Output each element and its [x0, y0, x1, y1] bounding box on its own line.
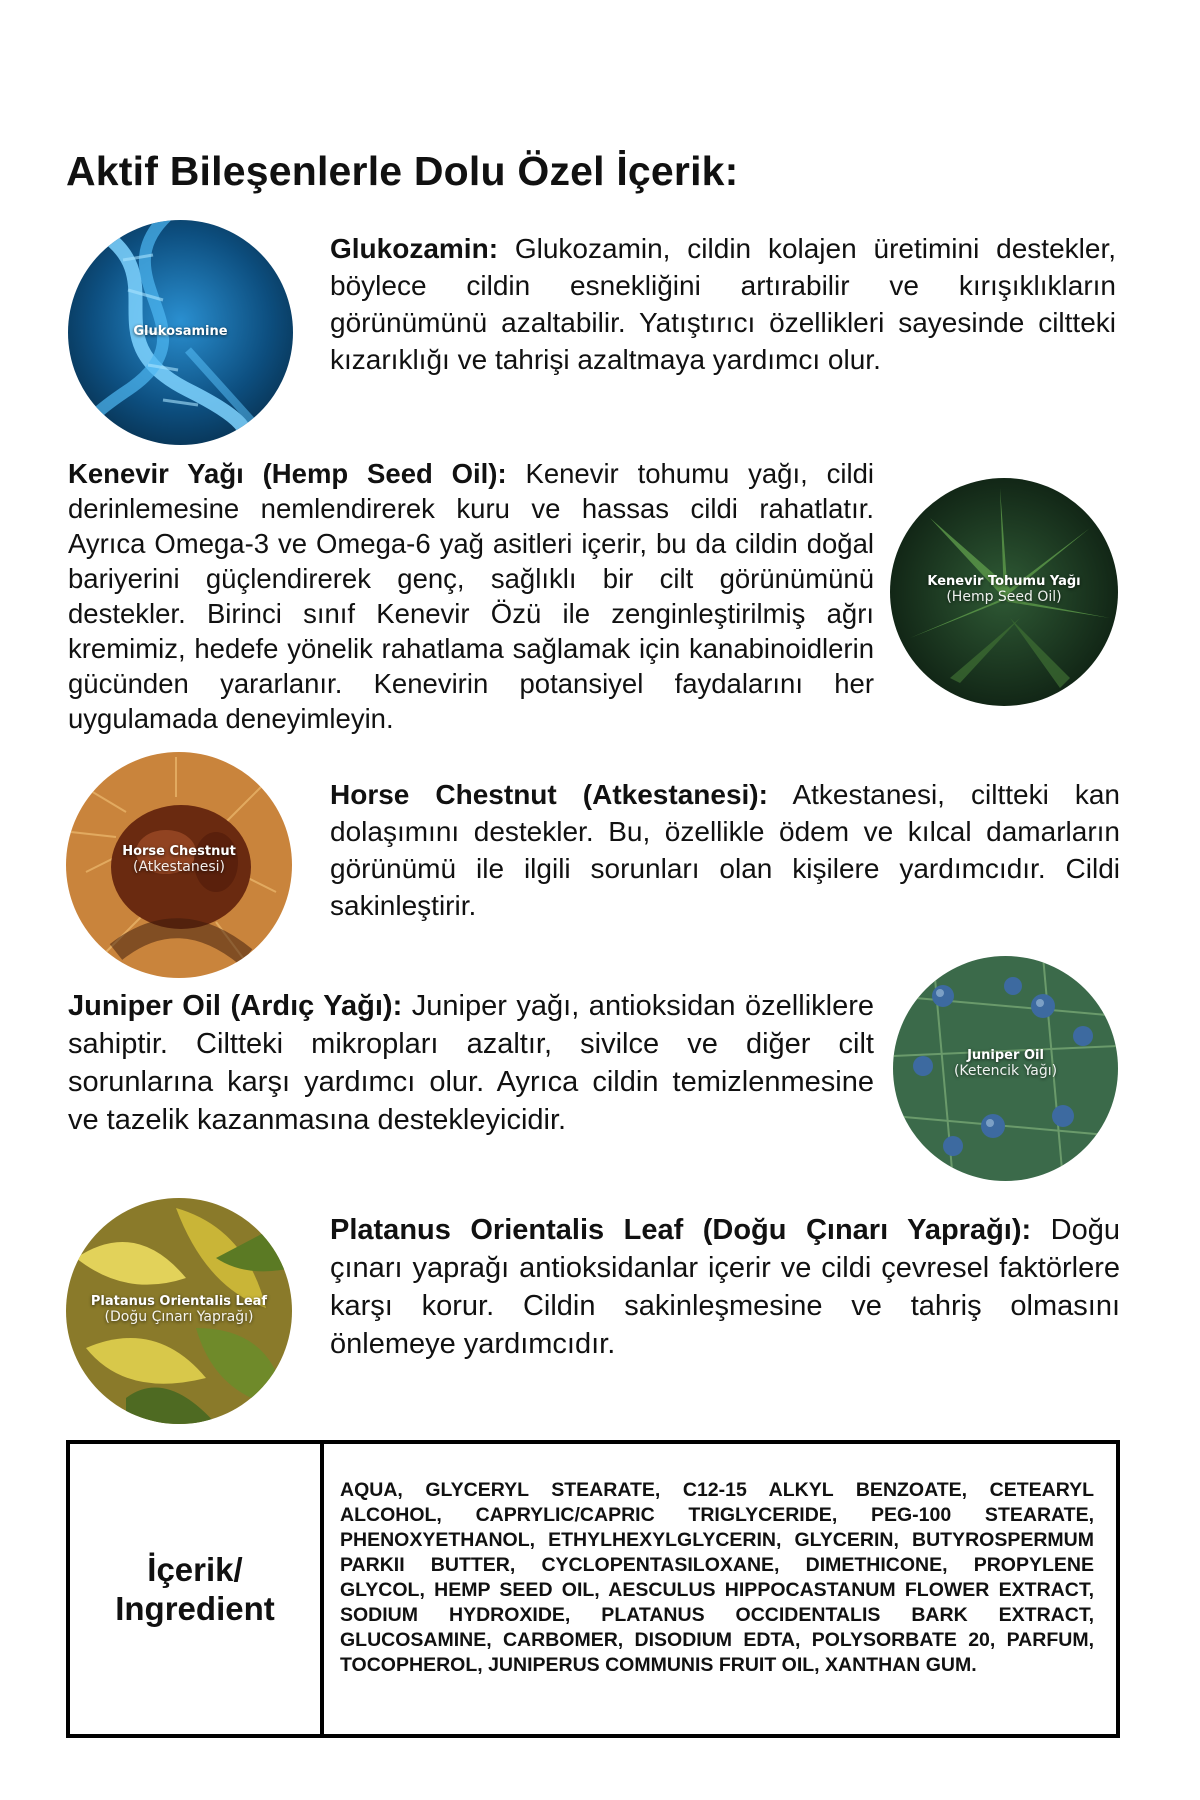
- chestnut-text: Atkestanesi, ciltteki kan dolaşımını destekler. Bu, özellikle ödem ve kılcal damarların görünümü ile ilgili sorunları olan kişilere yardımcıdır. Cildi sakinleştirir.: [330, 779, 1120, 921]
- chestnut-heading: Horse Chestnut (Atkestanesi):: [330, 779, 768, 810]
- ingredient-label: [70, 1444, 324, 1734]
- ingredient-label-line2: Ingredient: [115, 1590, 275, 1627]
- hemp-image-label: Kenevir Tohumu Yağı: [927, 574, 1081, 589]
- hemp-image-sublabel: (Hemp Seed Oil): [946, 589, 1062, 605]
- chestnut-paragraph: [330, 776, 1120, 924]
- hemp-heading: Kenevir Yağı (Hemp Seed Oil):: [68, 458, 507, 489]
- glucosamine-heading: Glukozamin:: [330, 233, 499, 264]
- ingredient-table: [66, 1440, 1120, 1738]
- page-title: Aktif Bileşenlerle Dolu Özel İçerik:: [66, 148, 739, 194]
- platanus-paragraph: [330, 1211, 1120, 1363]
- platanus-image-sublabel: (Doğu Çınarı Yaprağı): [104, 1309, 254, 1325]
- ingredient-label-line1: İçerik/: [147, 1551, 243, 1588]
- chestnut-image: [66, 752, 292, 978]
- glucosamine-image-label: Glukosamine: [133, 324, 228, 339]
- chestnut-image-sublabel: (Atkestanesi): [133, 859, 225, 875]
- glucosamine-paragraph: [330, 230, 1116, 378]
- juniper-heading: Juniper Oil (Ardıç Yağı):: [68, 990, 403, 1022]
- glucosamine-image: [68, 220, 293, 445]
- platanus-image: [66, 1198, 292, 1424]
- juniper-paragraph: [68, 987, 874, 1139]
- juniper-text: Juniper yağı, antioksidan özelliklere sahiptir. Ciltteki mikropları azaltır, sivilce ve diğer cilt sorunlarına karşı yardımcı olur. Ayrıca cildin temizlenmesine ve tazelik kazanmasına destekleyicidir.: [68, 990, 874, 1136]
- platanus-heading: Platanus Orientalis Leaf (Doğu Çınarı Yaprağı):: [330, 1214, 1032, 1246]
- hemp-paragraph: [68, 456, 874, 736]
- ingredient-list: AQUA, GLYCERYL STEARATE, C12-15 ALKYL BENZOATE, CETEARYL ALCOHOL, CAPRYLIC/CAPRIC TRIGLYCERIDE, PEG-100 STEARATE, PHENOXYETHANOL, ETHYLHEXYLGLYCERIN, GLYCERIN, BUTYROSPERMUM PARKII BUTTER, CYCLOPENTASILOXANE, DIMETHICONE, PROPYLENE GLYCOL, HEMP SEED OIL, AESCULUS HIPPOCASTANUM FLOWER EXTRACT, SODIUM HYDROXIDE, PLATANUS OCCIDENTALIS BARK EXTRACT, GLUCOSAMINE, CARBOMER, DISODIUM EDTA, POLYSORBATE 20, PARFUM, TOCOPHEROL, JUNIPERUS COMMUNIS FRUIT OIL, XANTHAN GUM.: [340, 1479, 1094, 1676]
- juniper-image-label: Juniper Oil: [967, 1048, 1044, 1063]
- glucosamine-text: Glukozamin, cildin kolajen üretimini destekler, böylece cildin esnekliğini artırabilir ve kırışıklıkların görünümünü azaltabilir. Yatıştırıcı özellikleri sayesinde ciltteki kızarıklığı ve tahrişi azaltmaya yardımcı olur.: [330, 233, 1116, 375]
- hemp-text: Kenevir tohumu yağı, cildi derinlemesine nemlendirerek kuru ve hassas cildi rahatlatır. Ayrıca Omega-3 ve Omega-6 yağ asitleri içerir, bu da cildin doğal bariyerini güçlendirerek genç, sağlıklı bir cilt görünümünü destekler. Birinci sınıf Kenevir Özü ile zenginleştirilmiş ağrı kremimiz, hedefe yönelik rahatlama sağlamak için kanabinoidlerin gücünden yararlanır. Kenevirin potansiyel faydalarını her uygulamada deneyimleyin.: [68, 458, 874, 734]
- platanus-image-label: Platanus Orientalis Leaf: [90, 1294, 268, 1309]
- platanus-text: Doğu çınarı yaprağı antioksidanlar içerir ve cildi çevresel faktörlere karşı korur. Cildin sakinleşmesine ve tahriş olmasını önlemeye yardımcıdır.: [330, 1214, 1120, 1360]
- juniper-image-sublabel: (Ketencik Yağı): [953, 1063, 1058, 1079]
- juniper-image: [893, 956, 1118, 1181]
- chestnut-image-label: Horse Chestnut: [122, 844, 236, 859]
- hemp-image: [890, 478, 1118, 706]
